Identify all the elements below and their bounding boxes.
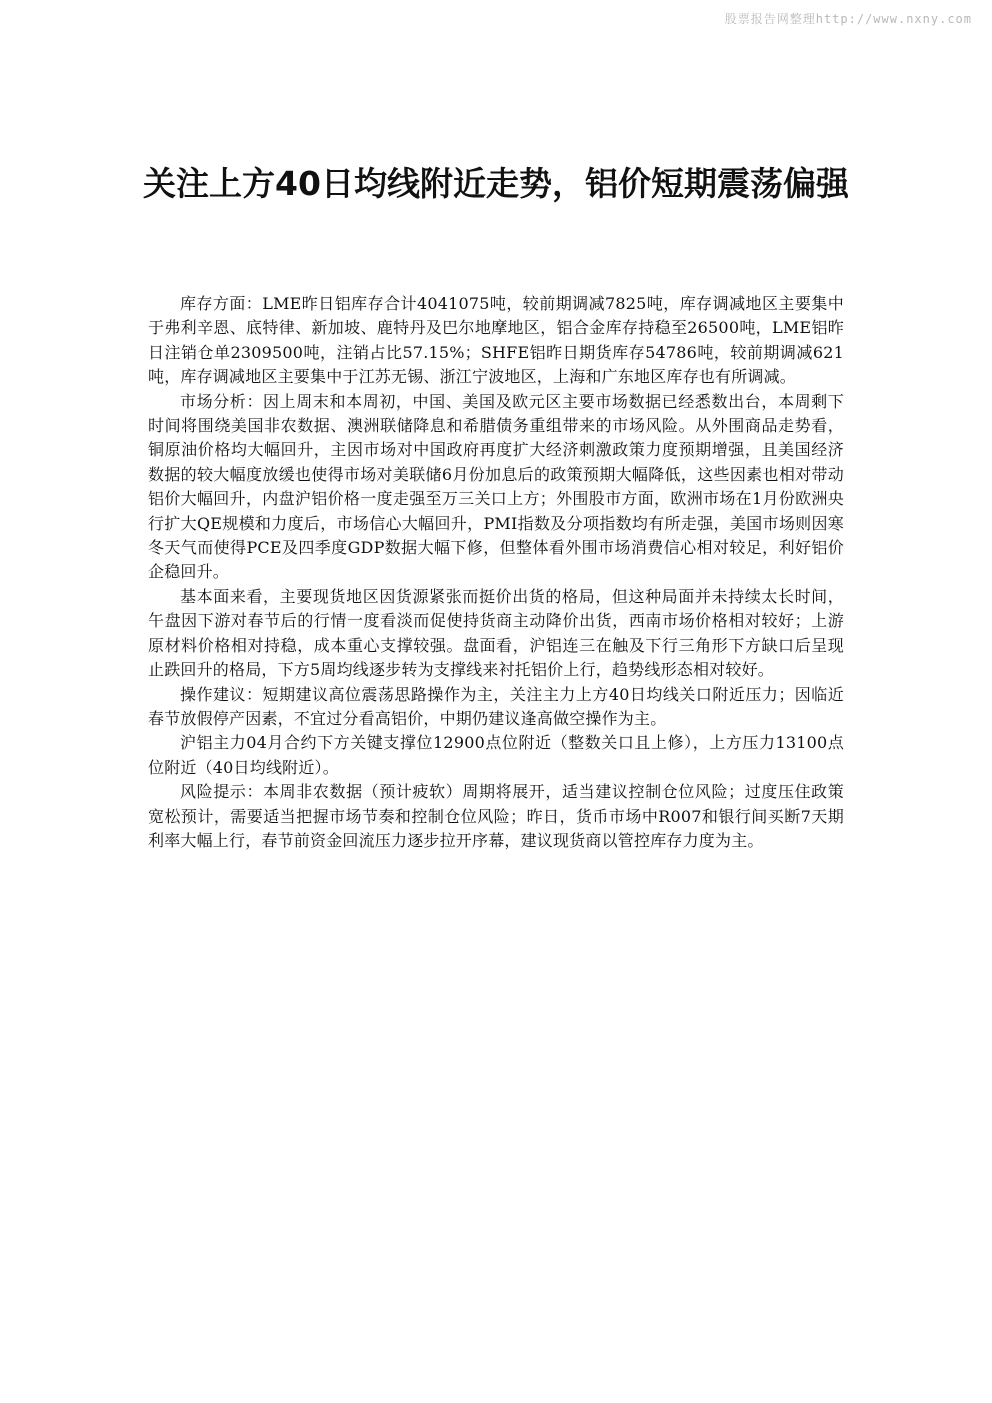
document-title: 关注上方40日均线附近走势，铝价短期震荡偏强 [143,164,849,203]
paragraph-trading-advice: 操作建议：短期建议高位震荡思路操作为主，关注主力上方40日均线关口附近压力；因临近春节放假停产因素，不宜过分看高铝价，中期仍建议逢高做空操作为主。 [148,684,844,728]
paragraph-inventory: 库存方面：LME昨日铝库存合计4041075吨，较前期调减7825吨，库存调减地区主要集中于弗利辛恩、底特律、新加坡、鹿特丹及巴尔地摩地区，铝合金库存持稳至26500吨，LME铝昨日注销仓单2309500吨，注销占比57.15%；SHFE铝昨日期货库存54786吨，较前期调减621吨，库存调减地区主要集中于江苏无锡、浙江宁波地区，上海和广东地区库存也有所调减。 [148,294,844,387]
watermark: 股票报告网整理http://www.nxny.com [724,12,972,26]
paragraph-risk-warning: 风险提示：本周非农数据（预计疲软）周期将展开，适当建议控制仓位风险；过度压住政策宽松预计，需要适当把握市场节奏和控制仓位风险；昨日，货币市场中R007和银行间买断7天期利率大幅上行，春节前资金回流压力逐步拉开序幕，建议现货商以管控库存力度为主。 [148,782,844,850]
paragraph-market-analysis: 市场分析：因上周末和本周初，中国、美国及欧元区主要市场数据已经悉数出台，本周剩下时间将围绕美国非农数据、澳洲联储降息和希腊债务重组带来的市场风险。从外围商品走势看，铜原油价格均大幅回升，主因市场对中国政府再度扩大经济刺激政策力度预期增强，且美国经济数据的较大幅度放缓也使得市场对美联储6月份加息后的政策预期大幅降低，这些因素也相对带动铝价大幅回升，内盘沪铝价格一度走强至万三关口上方；外围股市方面，欧洲市场在1月份欧洲央行扩大QE规模和力度后，市场信心大幅回升，PMI指数及分项指数均有所走强，美国市场则因寒冬天气而使得PCE及四季度GDP数据大幅下修，但整体看外围市场消费信心相对较足，利好铝价企稳回升。 [148,391,844,582]
document-body [148,292,844,853]
paragraph-support-resistance: 沪铝主力04月合约下方关键支撑位12900点位附近（整数关口且上修），上方压力13100点位附近（40日均线附近）。 [148,733,844,777]
paragraph-fundamentals: 基本面来看，主要现货地区因货源紧张而挺价出货的格局，但这种局面并未持续太长时间，午盘因下游对春节后的行情一度看淡而促使持货商主动降价出货，西南市场价格相对较好；上游原材料价格相对持稳，成本重心支撑较强。盘面看，沪铝连三在触及下行三角形下方缺口后呈现止跌回升的格局，下方5周均线逐步转为支撑线来衬托铝价上行，趋势线形态相对较好。 [148,586,844,680]
